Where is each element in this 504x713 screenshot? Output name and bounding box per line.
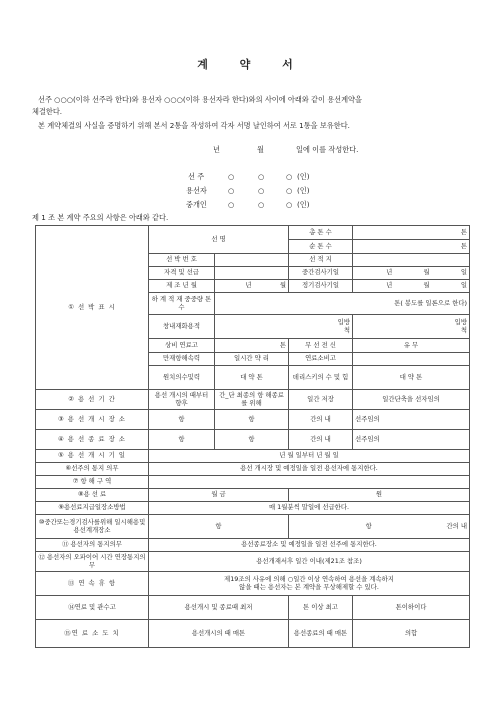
fuel-label: 상비 연료고 [149, 339, 215, 353]
row-value: 제19조의 사유에 의해 ○일간 이상 연속하여 용선을 계속하지 않을 때는 용선자는 본 계약을 무상해제할 수 있다. [149, 572, 470, 596]
class-label: 자격 및 선급 [149, 267, 215, 280]
capacity-1: 입방 척 [215, 315, 353, 339]
row-label: ⑤ 용 선 개 시 기 일 [36, 450, 149, 463]
ton-unit: 톤 [353, 240, 470, 254]
row-cell: 월 금 [149, 489, 289, 502]
row-cell: 의합 [353, 620, 470, 648]
signer-mark: ○ [258, 186, 265, 195]
crew-label: 원치의수및력 [149, 366, 215, 390]
ton-unit: 톤 [353, 226, 470, 240]
date-year: 년 [213, 145, 220, 154]
signer-mark: ○ [228, 200, 235, 209]
derrick-label: 데리스키의 수 및 힘 [289, 366, 353, 390]
row-cell: 용선종료의 때 매톤 [289, 620, 353, 648]
registry-label: 선 적 지 [289, 254, 353, 267]
signer-mark: ○ [286, 172, 293, 181]
row-cell: 항 [215, 410, 289, 430]
row-cell: 용선 개시의 때부터 향후 [149, 390, 215, 410]
row-cell: 일간 저장 [289, 390, 353, 410]
load-line-label: 하 계 적 재 중중량 톤수 [149, 293, 215, 315]
date-month: 월 [257, 145, 264, 154]
row-cell: 일간단축을 선자임의 [353, 390, 470, 410]
article-1: 제 1 조 본 계약 주요의 사항은 아래와 같다. [32, 213, 169, 222]
row-label: ⑭연료 및 관수고 [36, 596, 149, 620]
ship-no-label: 선 박 번 호 [149, 254, 215, 267]
row-value: 년 월 일부터 년 월 일 [149, 450, 470, 463]
row-cell: 선주임의 [353, 430, 470, 450]
signer-mark: ○ [228, 172, 235, 181]
inspect-date-value: 년 월 일 [353, 267, 470, 280]
speed-value: 일시간 약 리 [215, 353, 289, 366]
row-label: ⑧용 선 료 [36, 489, 149, 502]
seal-mark: (인) [297, 200, 310, 209]
document-title: 계 약 서 [197, 58, 307, 71]
row-label: ③ 용 선 개 시 장 소 [36, 410, 149, 430]
row-value: 용선종료장소 및 예정일을 일전 선주에 통지한다. [149, 539, 470, 552]
ship-section-label: ① 선 박 표 시 [36, 226, 149, 390]
speed-label: 만재항해속력 [149, 353, 215, 366]
row-cell: 선주임의 [353, 410, 470, 430]
row-cell: 항 [149, 515, 289, 539]
row-value [149, 476, 470, 489]
periodic-label: 정기검사기일 [289, 280, 353, 293]
signer-mark: ○ [286, 186, 293, 195]
row-label: ⑩중간또는경기검사를위해 일시해용및용선계개장소 [36, 515, 149, 539]
seal-mark: (인) [297, 172, 310, 181]
capacity-2: 입방 척 [353, 315, 470, 339]
row-value: 용선 개시장 및 예정일을 일전 용선자에 통지한다. [149, 463, 470, 476]
row-label: ⑬ 연 속 휴 항 [36, 572, 149, 596]
signer-role: 용선자 [186, 186, 207, 195]
load-line-value: 톤( 봉도를 일론으로 한다) [215, 293, 470, 315]
row-value: 용선개재서후 일간 이내(제21조 참조) [149, 552, 470, 572]
class-value [215, 267, 289, 280]
crew-value: 대 약 톤 [215, 366, 289, 390]
row-cell: 용선개시의 때 매톤 [149, 620, 289, 648]
seal-mark: (인) [297, 186, 310, 195]
contract-table [35, 225, 470, 648]
row-cell: 간의 내 [289, 410, 353, 430]
signer-mark: ○ [286, 200, 293, 209]
signer-role: 중개인 [186, 200, 207, 209]
row-cell: 항 간의 내 [289, 515, 470, 539]
radio-value: 유 무 [353, 339, 470, 353]
signer-mark: ○ [228, 186, 235, 195]
registry-value [353, 254, 470, 267]
fuel-use-value [353, 353, 470, 366]
row-cell: 항 [149, 430, 215, 450]
row-cell: 톤 이상 최고 [289, 596, 353, 620]
row-label: ⑫ 용선자의 오파이어 시간 연장통지의무 [36, 552, 149, 572]
row-label: ④ 용 선 종 료 장 소 [36, 430, 149, 450]
row-cell: 원 [289, 489, 470, 502]
row-value: 매 1월분씩 말일에 선급한다. [149, 502, 470, 515]
intro-line-2: 체결한다. [32, 107, 63, 116]
net-tons-label: 순 톤 수 [289, 240, 353, 254]
row-label: ⑥선주의 통지 의무 [36, 463, 149, 476]
radio-label: 무 선 전 신 [289, 339, 353, 353]
row-label: ⑦ 항 해 구 역 [36, 476, 149, 489]
periodic-value: 년 월 일 [353, 280, 470, 293]
total-tons-label: 총 톤 수 [289, 226, 353, 240]
built-value: 년 월 [215, 280, 289, 293]
fuel-value: 톤 [215, 339, 289, 353]
signer-mark: ○ [258, 200, 265, 209]
row-cell: 항 [149, 410, 215, 430]
intro-line-3: 본 계약체결의 사실을 증명하기 위해 본서 2통을 작성하여 각자 서명 날인하여 서로 1통을 보유한다. [38, 121, 350, 130]
ship-no-value [215, 254, 289, 267]
ship-name-label: 선 명 [149, 226, 289, 254]
row-cell: 용선개시 및 종료때 최저 [149, 596, 289, 620]
row-label: ⑨용선료지급일장소방법 [36, 502, 149, 515]
derrick-value: 대 약 톤 [353, 366, 470, 390]
row-cell: 항 [215, 430, 289, 450]
capacity-label: 창내재화용적 [149, 315, 215, 339]
inspect-date-label: 중간검사기일 [289, 267, 353, 280]
date-rest: 일에 이를 작성한다. [296, 145, 359, 154]
signer-role: 선 주 [188, 172, 205, 181]
built-label: 제 조 년 월 [149, 280, 215, 293]
row-cell: 간의 내 [289, 430, 353, 450]
fuel-use-label: 연료소비고 [289, 353, 353, 366]
signer-mark: ○ [258, 172, 265, 181]
row-cell: 톤이하이다 [353, 596, 470, 620]
row-label: ⑪ 용선자의 통지의무 [36, 539, 149, 552]
row-cell: 간_단 최종의 항 해종료를 위해 [215, 390, 289, 410]
intro-line-1: 선주 ○○○(이하 선주라 한다)와 용선자 ○○○(이하 용선자라 한다)와의 사이에 아래와 같이 용선계약을 [38, 95, 362, 104]
row-label: ⑮연 료 소 도 치 [36, 620, 149, 648]
row-label: ② 용 선 기 간 [36, 390, 149, 410]
